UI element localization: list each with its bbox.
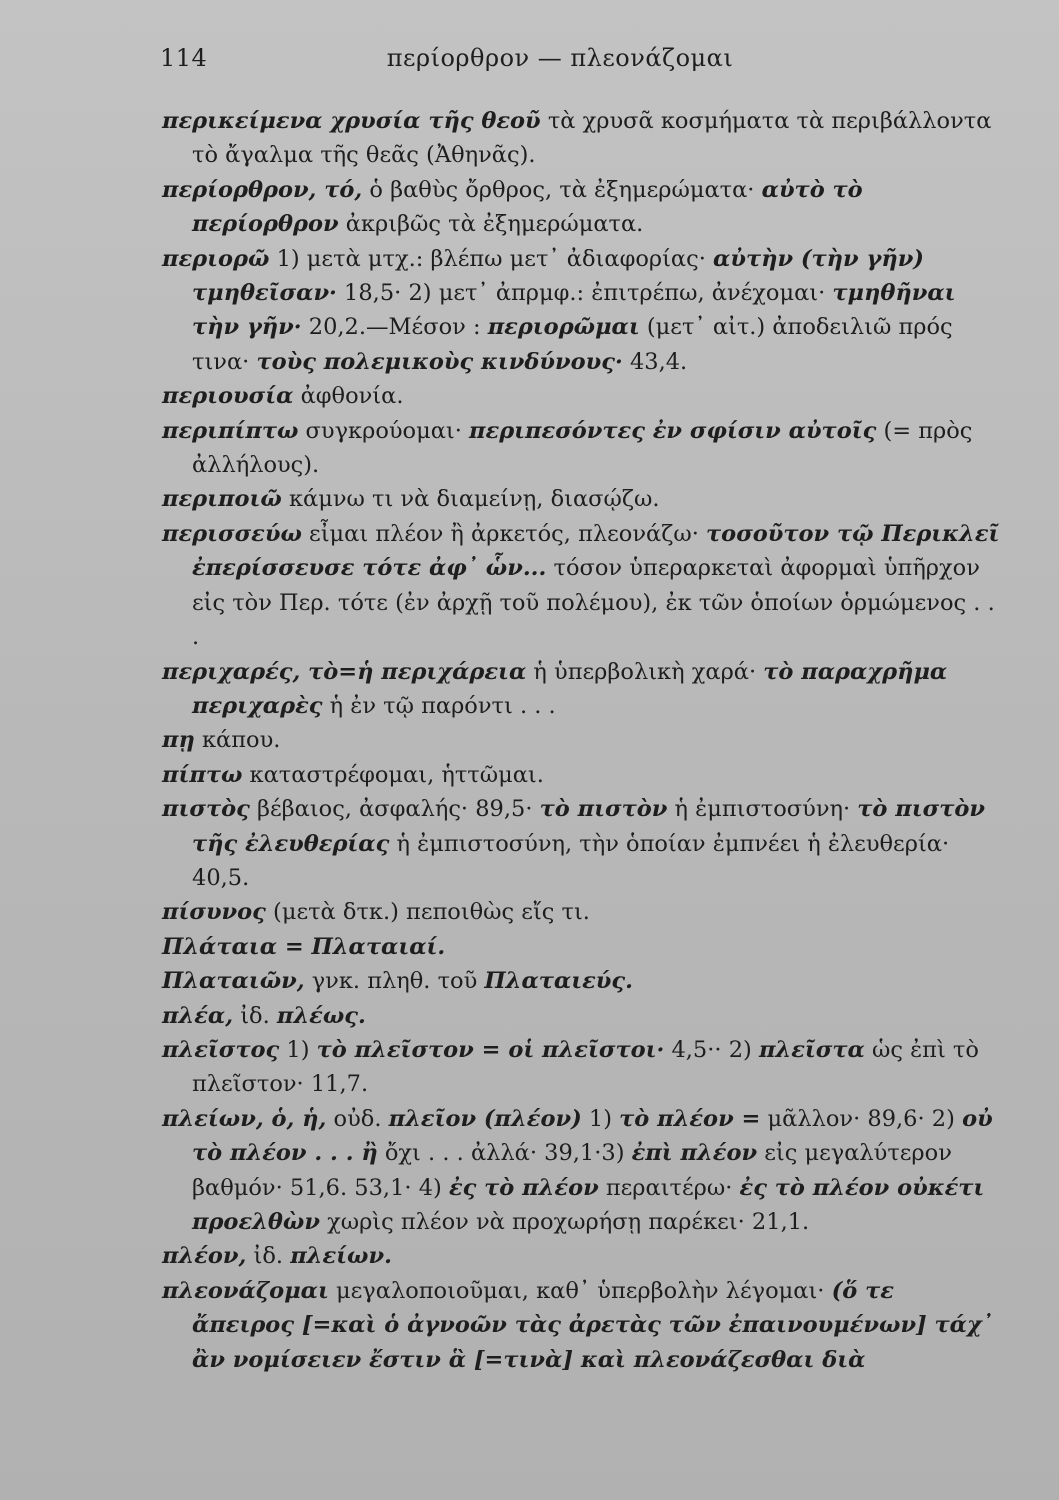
citation: τμηθῆναι τὴν γῆν·	[192, 280, 956, 341]
headword: Πλαταιῶν,	[162, 968, 305, 995]
headword: πλεῖστος	[162, 1036, 280, 1063]
page-header	[160, 44, 960, 84]
definition: 20,2.—Μέσον :	[308, 314, 481, 341]
citation: ἐπὶ πλέον	[631, 1140, 758, 1167]
entry-pleon	[162, 1239, 1002, 1273]
citation: περιπεσόντες ἐν σφίσιν αὐτοῖς	[469, 417, 877, 444]
definition: 1)	[588, 1105, 612, 1132]
definition: τὰ χρυσᾶ κοσμήματα τὰ περιβάλλοντα τὸ ἄγαλμα τῆς θεᾶς (Ἀθηνᾶς).	[192, 108, 992, 169]
entry-pleion	[162, 1102, 1002, 1240]
definition: εἶμαι πλέον ἢ ἀρκετός, πλεονάζω·	[309, 520, 699, 547]
headword: πίπτω	[162, 761, 243, 788]
definition: μεγαλοποιοῦμαι, καθ᾽ ὑπερβολὴν λέγομαι·	[336, 1277, 825, 1304]
definition: ἡ ἐν τῷ παρόντι . . .	[329, 692, 556, 719]
entry-pe	[162, 723, 1002, 757]
definition: ἀφθονία.	[300, 383, 404, 410]
entry-periorao	[162, 242, 1002, 380]
definition: ὡς ἐπὶ τὸ πλεῖστον· 11,7.	[192, 1036, 979, 1098]
citation: τὸ παραχρῆμα περιχαρὲς	[192, 658, 948, 719]
headword: Πλάταια = Πλαταιαί.	[162, 933, 446, 960]
headword: πλείων, ὁ, ἡ,	[162, 1105, 327, 1132]
citation: Πλαταιεύς.	[484, 968, 633, 995]
entry-pipto	[162, 758, 1002, 792]
entry-plea	[162, 999, 1002, 1033]
headword: πλέον,	[162, 1243, 247, 1270]
definition: μᾶλλον· 89,6· 2)	[767, 1105, 955, 1132]
definition: εἰς μεγαλύτερον βαθμόν· 51,6. 53,1· 4)	[192, 1140, 952, 1201]
headword: περισσεύω	[162, 520, 302, 547]
definition: καταστρέφομαι, ἡττῶμαι.	[249, 761, 544, 788]
page-number: 114	[160, 44, 208, 72]
citation: περιορῶμαι	[487, 314, 640, 341]
entry-pleonazomai	[162, 1274, 1002, 1377]
citation: πλεῖστα	[758, 1036, 865, 1063]
citation: τὸ πλεῖστον = οἱ πλεῖστοι·	[316, 1036, 665, 1063]
citation: πλεῖον (πλέον)	[388, 1105, 582, 1132]
citation: ἐς τὸ πλέον	[448, 1174, 599, 1201]
citation: τοὺς πολεμικοὺς κινδύνους·	[256, 348, 623, 375]
entry-pisynos	[162, 895, 1002, 929]
entry-perisseuo	[162, 517, 1002, 655]
definition: ὄχι . . . ἀλλά· 39,1·3)	[384, 1140, 625, 1167]
definition: ἰδ.	[240, 1002, 270, 1029]
definition: ἡ ἐμπιστοσύνη·	[674, 796, 851, 823]
definition: συγκρούομαι·	[305, 417, 462, 444]
headword: περιποιῶ	[162, 486, 282, 513]
running-head: περίορθρον — πλεονάζομαι	[386, 44, 734, 72]
entry-pericharés	[162, 655, 1002, 724]
entry-perikeimena	[162, 104, 1002, 173]
entry-pistos	[162, 792, 1002, 895]
definition: (μετ᾽ αἰτ.) ἀποδειλιῶ πρός τινα·	[192, 314, 953, 375]
definition: κάπου.	[201, 727, 281, 754]
headword: πῃ	[162, 727, 195, 754]
citation: πλέως.	[276, 1002, 366, 1029]
headword: πίσυνος	[162, 899, 266, 926]
definition: 18,5· 2) μετ᾽ ἀπρμφ.: ἐπιτρέπω, ἀνέχομαι·	[344, 280, 826, 307]
citation: αὐτὸ τὸ περίορθρον	[192, 176, 863, 238]
citation: αὐτὴν (τὴν γῆν) τμηθεῖσαν·	[192, 245, 924, 307]
entry-periorthron	[162, 173, 1002, 242]
entry-peripipto	[162, 414, 1002, 483]
entry-plataia	[162, 930, 1002, 964]
citation: πλείων.	[290, 1243, 392, 1270]
definition: ἡ ἐμπιστοσύνη, τὴν ὁποίαν ἐμπνέει ἡ ἐλευθερία· 40,5.	[192, 830, 950, 891]
entry-periousia	[162, 379, 1002, 413]
definition: 1)	[286, 1036, 310, 1063]
citation: οὐ τὸ πλέον . . . ἢ	[192, 1105, 993, 1167]
definition: (μετὰ δτκ.) πεποιθὼς εἴς τι.	[273, 899, 590, 926]
headword: περικείμενα χρυσία τῆς θεοῦ	[162, 108, 541, 134]
definition: τόσον ὑπεραρκεταὶ ἀφορμαὶ ὑπῆρχον εἰς τὸν Περ. τότε (ἐν ἀρχῇ τοῦ πολέμου), ἐκ τῶν ὁποίων ὁρμώμενος . . .	[192, 555, 995, 651]
headword: περιουσία	[162, 383, 294, 410]
headword: περίορθρον, τό,	[162, 176, 363, 203]
entry-plataion	[162, 964, 1002, 998]
definition: ἀκριβῶς τὰ ἐξημερώματα.	[345, 211, 644, 238]
entries-column	[162, 104, 1002, 1377]
definition: 43,4.	[629, 348, 688, 375]
definition: 1) μετὰ μτχ.: βλέπω μετ᾽ ἀδιαφορίας·	[276, 245, 706, 272]
headword: περιχαρές, τὸ=ἡ περιχάρεια	[162, 658, 527, 685]
headword: πιστὸς	[162, 796, 250, 823]
definition: (= πρὸς ἀλλήλους).	[192, 417, 973, 479]
entry-pleistos	[162, 1033, 1002, 1102]
definition: γνκ. πληθ. τοῦ	[311, 968, 478, 995]
citation: τοσοῦτον τῷ Περικλεῖ ἐπερίσσευσε τότε ἀφ᾽ ὧν...	[192, 520, 1000, 582]
definition: χωρὶς πλέον νὰ προχωρήσῃ παρέκει· 21,1.	[327, 1209, 810, 1235]
headword: περιπίπτω	[162, 417, 299, 444]
headword: περιορῶ	[162, 245, 270, 272]
definition: 4,5·· 2)	[671, 1036, 752, 1063]
citation: τὸ πιστὸν τῆς ἐλευθερίας	[192, 796, 985, 857]
definition: οὐδ.	[333, 1105, 382, 1132]
definition: ὁ βαθὺς ὄρθρος, τὰ ἐξημερώματα·	[369, 176, 755, 203]
definition: βέβαιος, ἀσφαλής· 89,5·	[256, 796, 533, 823]
definition: ἰδ.	[253, 1243, 284, 1270]
citation: (ὅ τε ἄπειρος [=καὶ ὁ ἀγνοῶν τὰς ἀρετὰς τῶν ἐπαινουμένων] τάχ᾽ ἂν νομίσειεν ἔστιν ἃ [=τινὰ] καὶ πλεονάζεσθαι διὰ	[192, 1277, 994, 1373]
entry-peripoio	[162, 482, 1002, 516]
headword: πλεονάζομαι	[162, 1277, 329, 1304]
definition: περαιτέρω·	[605, 1174, 733, 1201]
citation: τὸ πλέον =	[619, 1105, 761, 1132]
headword: πλέα,	[162, 1002, 234, 1029]
definition: κάμνω τι νὰ διαμείνῃ, διασῴζω.	[288, 486, 660, 513]
definition: ἡ ὑπερβολικὴ χαρά·	[533, 658, 757, 685]
citation: τὸ πιστὸν	[539, 796, 668, 823]
citation: ἐς τὸ πλέον οὐκέτι προελθὼν	[192, 1174, 985, 1235]
